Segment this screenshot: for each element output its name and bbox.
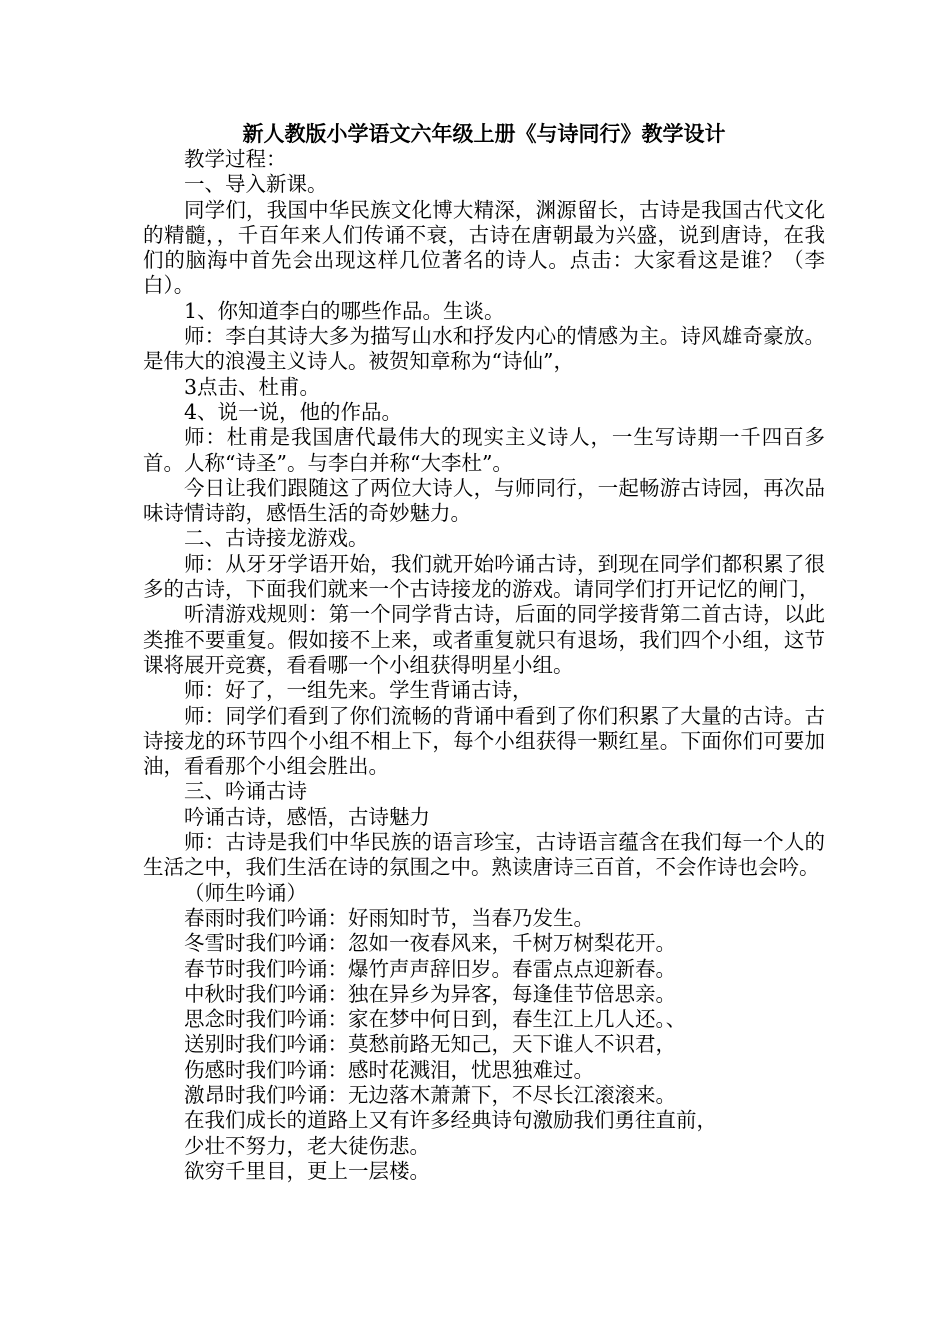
poem-line: 冬雪时我们吟诵：忽如一夜春风来，千树万树梨花开。 <box>184 931 676 956</box>
paragraph: 师：同学们看到了你们流畅的背诵中看到了你们积累了大量的古诗。古诗接龙的环节四个小组不相上下，每个小组获得一颗红星。下面你们可要加油，看看那个小组会胜出。 <box>143 703 825 779</box>
paragraph: 师：古诗是我们中华民族的语言珍宝，古诗语言蕴含在我们每一个人的生活之中，我们生活在诗的氛围之中。熟读唐诗三百首，不会作诗也会吟。 <box>143 830 825 880</box>
paragraph: 师：好了，一组先来。学生背诵古诗， <box>184 678 533 703</box>
paragraph: 同学们，我国中华民族文化博大精深，渊源留长，古诗是我国古代文化的精髓，，千百年来人们传诵不衰，古诗在唐朝最为兴盛，说到唐诗，在我们的脑海中首先会出现这样几位著名的诗人。点击：大家看这是谁？（李白）。 <box>143 197 825 298</box>
poem-line: 思念时我们吟诵：家在梦中何日到，春生江上几人还。、 <box>184 1007 687 1032</box>
document-page <box>143 120 825 1184</box>
poem-line: 春节时我们吟诵：爆竹声声辞旧岁。春雷点点迎新春。 <box>184 956 676 981</box>
paragraph: 1、你知道李白的哪些作品。生谈。 <box>184 298 505 323</box>
poem-line: 送别时我们吟诵：莫愁前路无知己，天下谁人不识君， <box>184 1032 676 1057</box>
poem-line: 伤感时我们吟诵：感时花溅泪，忧思独难过。 <box>184 1057 594 1082</box>
section-heading: 一、导入新课。 <box>184 172 328 197</box>
document-title: 新人教版小学语文六年级上册《与诗同行》教学设计 <box>242 121 726 146</box>
paragraph: 吟诵古诗，感悟，古诗魅力 <box>184 804 430 829</box>
paragraph: （师生吟诵） <box>184 880 307 905</box>
section-heading: 二、古诗接龙游戏。 <box>184 526 369 551</box>
paragraph: 教学过程： <box>184 147 287 171</box>
paragraph: 师：从牙牙学语开始，我们就开始吟诵古诗，到现在同学们都积累了很多的古诗，下面我们就来一个古诗接龙的游戏。请同学们打开记忆的闸门， <box>143 551 825 602</box>
paragraph: 师：杜甫是我国唐代最伟大的现实主义诗人，一生写诗期一千四百多首。人称“诗圣”。与李白并称“大李杜”。 <box>143 425 825 475</box>
poem-line: 春雨时我们吟诵：好雨知时节，当春乃发生。 <box>184 905 594 930</box>
document-body <box>143 147 825 1184</box>
poem-line: 少壮不努力，老大徒伤悲。 <box>184 1133 430 1158</box>
poem-line: 欲穷千里目，更上一层楼。 <box>184 1158 430 1183</box>
poem-line: 激昂时我们吟诵：无边落木萧萧下，不尽长江滚滚来。 <box>184 1082 676 1107</box>
poem-line: 中秋时我们吟诵：独在异乡为异客，每逢佳节倍思亲。 <box>184 981 676 1006</box>
paragraph: 师：李白其诗大多为描写山水和抒发内心的情感为主。诗风雄奇豪放。是伟大的浪漫主义诗人。被贺知章称为“诗仙”， <box>143 324 825 374</box>
paragraph: 在我们成长的道路上又有许多经典诗句激励我们勇往直前， <box>184 1108 717 1133</box>
paragraph: 3点击、杜甫。 <box>184 374 321 399</box>
section-heading: 三、吟诵古诗 <box>184 779 307 804</box>
paragraph: 今日让我们跟随这了两位大诗人，与师同行，一起畅游古诗园，再次品味诗情诗韵，感悟生活的奇妙魅力。 <box>143 475 825 526</box>
paragraph: 4、说一说，他的作品。 <box>184 399 403 424</box>
paragraph: 听清游戏规则：第一个同学背古诗，后面的同学接背第二首古诗，以此类推不要重复。假如接不上来，或者重复就只有退场，我们四个小组，这节课将展开竞赛，看看哪一个小组获得明星小组。 <box>143 602 825 677</box>
